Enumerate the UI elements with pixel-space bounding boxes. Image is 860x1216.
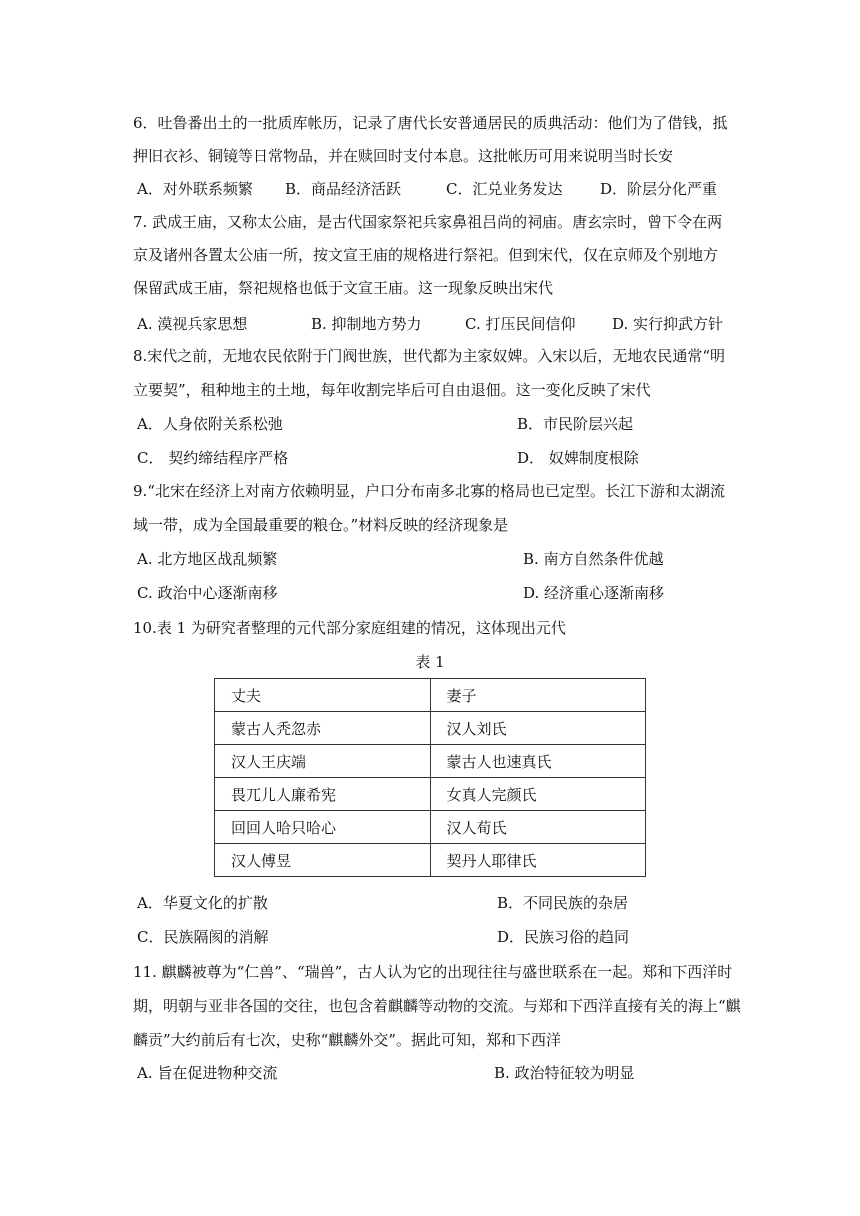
q11-stem-line-2: 期，明朝与亚非各国的交往，也包含着麒麟等动物的交流。与郑和下西洋直接有关的海上“麒: [133, 997, 741, 1015]
table-caption: 表 1: [415, 653, 445, 671]
table-cell-husband: 畏兀儿人廉希宪: [215, 778, 431, 811]
table-row: [215, 844, 646, 877]
q10-option-b: B．不同民族的杂居: [497, 894, 629, 912]
q7-stem-line-2: 京及诸州各置太公庙一所，按文宣王庙的规格进行祭祀。但到宋代，仅在京师及个别地方: [133, 246, 719, 264]
q11-option-b: B. 政治特征较为明显: [494, 1064, 635, 1082]
q9-option-d: D. 经济重心逐渐南移: [523, 584, 665, 602]
q8-stem-line-1: 8.宋代之前，无地农民依附于门阀世族，世代都为主家奴婢。入宋以后，无地农民通常“明: [133, 347, 725, 365]
q8-option-b: B．市民阶层兴起: [517, 415, 634, 433]
table-cell-husband: 汉人傅昱: [215, 844, 431, 877]
q11-option-a: A. 旨在促进物种交流: [137, 1064, 278, 1082]
q7-option-d: D. 实行抑武方针: [612, 315, 724, 333]
table-cell-husband: 回回人哈只哈心: [215, 811, 431, 844]
marriage-table: [214, 678, 646, 877]
q9-option-a: A. 北方地区战乱频繁: [137, 550, 278, 568]
table-row: [215, 811, 646, 844]
table-cell-husband: 汉人王庆端: [215, 745, 431, 778]
q7-stem-line-1: 7. 武成王庙，又称太公庙，是古代国家祭祀兵家鼻祖吕尚的祠庙。唐玄宗时，曾下令在两: [133, 213, 723, 231]
table-cell-wife: 女真人完颜氏: [430, 778, 646, 811]
q6-stem-line-1: 6．吐鲁番出土的一批质库帐历，记录了唐代长安普通居民的质典活动：他们为了借钱，抵: [133, 114, 728, 132]
q7-option-a: A. 漠视兵家思想: [137, 315, 248, 333]
q10-option-a: A．华夏文化的扩散: [137, 894, 268, 912]
q7-option-b: B. 抑制地方势力: [311, 315, 422, 333]
q9-stem-line-1: 9.“北宋在经济上对南方依赖明显，户口分布南多北寡的格局也已定型。长江下游和太湖流: [133, 482, 725, 500]
q8-stem-line-2: 立要契”，租种地主的土地，每年收割完毕后可自由退佃。这一变化反映了宋代: [133, 381, 651, 399]
q11-stem-line-1: 11. 麒麟被尊为“仁兽”、“瑞兽”，古人认为它的出现往往与盛世联系在一起。郑和下西洋时: [133, 963, 733, 981]
q10-option-d: D．民族习俗的趋同: [497, 928, 630, 946]
table-row: [215, 778, 646, 811]
q10-stem-line-1: 10.表 1 为研究者整理的元代部分家庭组建的情况，这体现出元代: [133, 619, 566, 637]
q6-option-a: A．对外联系频繁: [137, 180, 253, 198]
q8-option-a: A．人身依附关系松弛: [137, 415, 283, 433]
q9-stem-line-2: 域一带，成为全国最重要的粮仓。”材料反映的经济现象是: [133, 516, 509, 534]
q9-option-c: C. 政治中心逐渐南移: [137, 584, 278, 602]
q6-option-b: B．商品经济活跃: [285, 180, 402, 198]
q8-option-d: D． 奴婢制度根除: [517, 449, 639, 467]
table-row: [215, 712, 646, 745]
q6-option-c: C．汇兑业务发达: [446, 180, 563, 198]
table-header-wife: 妻子: [430, 679, 646, 712]
table-header-row: [215, 679, 646, 712]
q9-option-b: B. 南方自然条件优越: [523, 550, 664, 568]
q6-option-d: D．阶层分化严重: [600, 180, 718, 198]
table-header-husband: 丈夫: [215, 679, 431, 712]
q11-stem-line-3: 麟贡”大约前后有七次，史称“麒麟外交”。据此可知，郑和下西洋: [133, 1031, 562, 1049]
table-cell-wife: 汉人荀氏: [430, 811, 646, 844]
q10-option-c: C．民族隔阂的消解: [137, 928, 269, 946]
table-cell-wife: 蒙古人也速真氏: [430, 745, 646, 778]
table-row: [215, 745, 646, 778]
q7-stem-line-3: 保留武成王庙，祭祀规格也低于文宣王庙。这一现象反映出宋代: [133, 279, 554, 297]
q6-stem-line-2: 押旧衣衫、铜镜等日常物品，并在赎回时支付本息。这批帐历可用来说明当时长安: [133, 147, 674, 165]
table-cell-husband: 蒙古人秃忽赤: [215, 712, 431, 745]
table-cell-wife: 契丹人耶律氏: [430, 844, 646, 877]
q7-option-c: C. 打压民间信仰: [465, 315, 576, 333]
q8-option-c: C． 契约缔结程序严格: [137, 449, 289, 467]
table-cell-wife: 汉人刘氏: [430, 712, 646, 745]
